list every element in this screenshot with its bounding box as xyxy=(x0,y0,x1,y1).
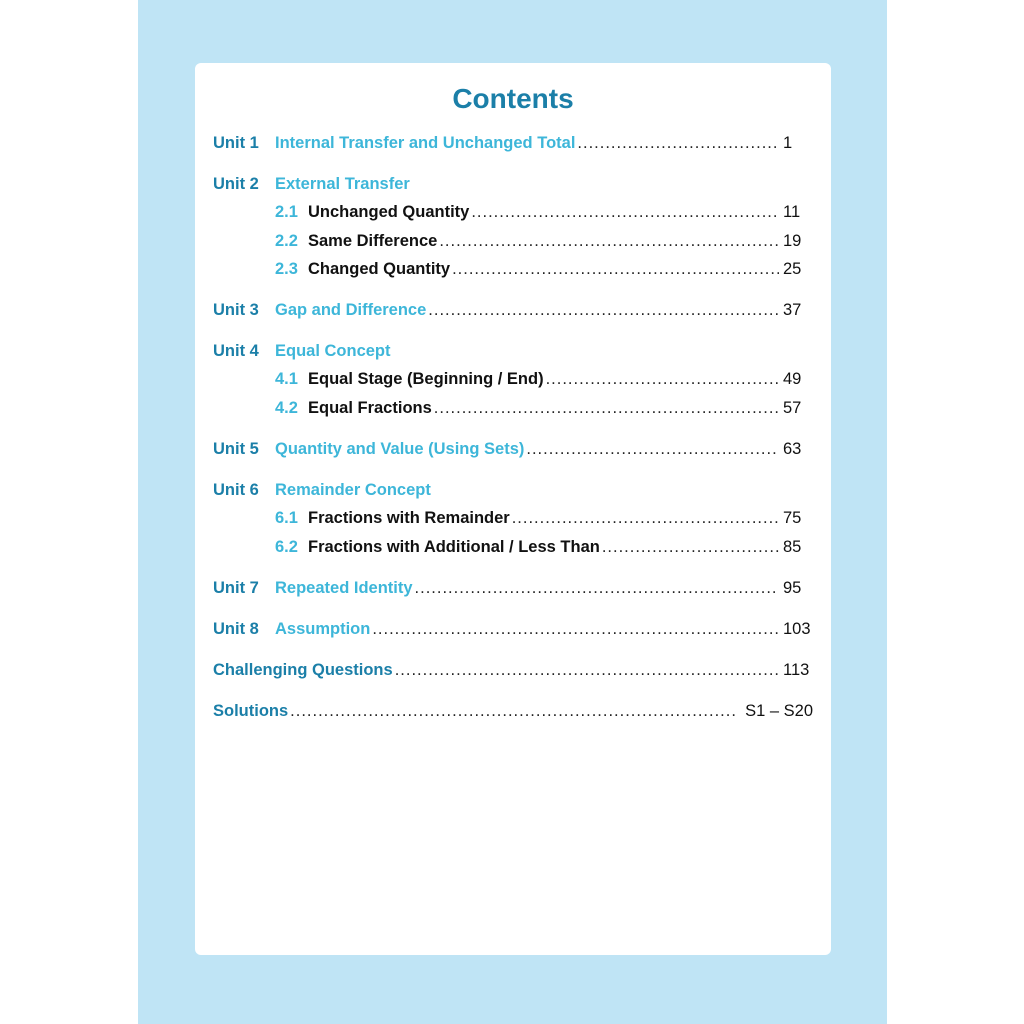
unit-label: Unit 3 xyxy=(213,301,259,319)
unit-title: Repeated Identity xyxy=(275,579,413,597)
dot-leader xyxy=(526,439,779,459)
toc-entry-unit-1[interactable] xyxy=(213,129,813,153)
toc-entry-challenging-questions[interactable] xyxy=(213,656,813,680)
dot-leader xyxy=(415,578,779,598)
contents-card xyxy=(195,63,831,955)
dot-leader xyxy=(512,508,779,528)
toc-subentry-2-1[interactable] xyxy=(213,198,813,222)
page-number: 63 xyxy=(783,440,802,458)
subsection-number: 4.1 xyxy=(275,370,298,388)
unit-title: External Transfer xyxy=(275,175,410,193)
dot-leader xyxy=(434,398,779,418)
subsection-title: Same Difference xyxy=(308,232,438,250)
subsection-title: Changed Quantity xyxy=(308,260,451,278)
toc-entry-unit-7[interactable] xyxy=(213,574,813,598)
page-number: 25 xyxy=(783,260,802,278)
page-title: Contents xyxy=(452,83,574,114)
page-number: S1 – S20 xyxy=(745,702,813,720)
unit-label: Unit 8 xyxy=(213,620,259,638)
unit-label: Unit 5 xyxy=(213,440,259,458)
dot-leader xyxy=(452,259,779,279)
dot-leader xyxy=(577,133,779,153)
subsection-title: Fractions with Remainder xyxy=(308,509,510,527)
toc-entry-unit-5[interactable] xyxy=(213,435,813,459)
dot-leader xyxy=(439,231,779,251)
page-number: 49 xyxy=(783,370,802,388)
page-number: 11 xyxy=(783,203,801,221)
unit-label: Unit 7 xyxy=(213,579,259,597)
unit-label: Unit 6 xyxy=(213,481,259,499)
dot-leader xyxy=(428,300,779,320)
page-number: 85 xyxy=(783,538,802,556)
unit-label: Unit 2 xyxy=(213,175,259,193)
page-number: 103 xyxy=(783,620,811,638)
subsection-number: 6.2 xyxy=(275,538,298,556)
dot-leader xyxy=(372,619,779,639)
subsection-number: 2.1 xyxy=(275,203,298,221)
page-number: 1 xyxy=(783,134,793,152)
subsection-title: Equal Stage (Beginning / End) xyxy=(308,370,544,388)
entry-title: Challenging Questions xyxy=(213,661,393,679)
toc-entry-unit-4[interactable] xyxy=(213,337,813,361)
subsection-number: 2.3 xyxy=(275,260,298,278)
toc-entry-unit-8[interactable] xyxy=(213,615,813,639)
page-number: 57 xyxy=(783,399,802,417)
subsection-number: 2.2 xyxy=(275,232,298,250)
subsection-number: 4.2 xyxy=(275,399,298,417)
page-background xyxy=(138,0,887,1024)
toc-subentry-6-2[interactable] xyxy=(213,533,813,557)
dot-leader xyxy=(602,537,779,557)
subsection-title: Equal Fractions xyxy=(308,399,432,417)
toc-entry-unit-6[interactable] xyxy=(213,476,813,500)
page-number: 113 xyxy=(783,661,810,679)
unit-label: Unit 1 xyxy=(213,134,259,152)
subsection-title: Unchanged Quantity xyxy=(308,203,470,221)
page-number: 75 xyxy=(783,509,802,527)
unit-title: Remainder Concept xyxy=(275,481,431,499)
dot-leader xyxy=(395,660,779,680)
dot-leader xyxy=(471,202,779,222)
dot-leader xyxy=(290,701,735,721)
page-number: 37 xyxy=(783,301,802,319)
toc-subentry-4-1[interactable] xyxy=(213,365,813,389)
unit-title: Quantity and Value (Using Sets) xyxy=(275,440,525,458)
dot-leader xyxy=(546,369,779,389)
page-number: 19 xyxy=(783,232,802,250)
subsection-title: Fractions with Additional / Less Than xyxy=(308,538,600,556)
unit-title: Internal Transfer and Unchanged Total xyxy=(275,134,576,152)
toc-entry-unit-3[interactable] xyxy=(213,296,813,320)
toc-entry-unit-2[interactable] xyxy=(213,170,813,194)
toc-entry-solutions[interactable] xyxy=(213,697,813,721)
toc-subentry-6-1[interactable] xyxy=(213,504,813,528)
page-number: 95 xyxy=(783,579,802,597)
toc-subentry-2-3[interactable] xyxy=(213,255,813,279)
unit-title: Equal Concept xyxy=(275,342,391,360)
toc-subentry-4-2[interactable] xyxy=(213,394,813,418)
unit-title: Gap and Difference xyxy=(275,301,427,319)
unit-label: Unit 4 xyxy=(213,342,259,360)
toc-subentry-2-2[interactable] xyxy=(213,227,813,251)
unit-title: Assumption xyxy=(275,620,371,638)
entry-title: Solutions xyxy=(213,702,289,720)
subsection-number: 6.1 xyxy=(275,509,298,527)
